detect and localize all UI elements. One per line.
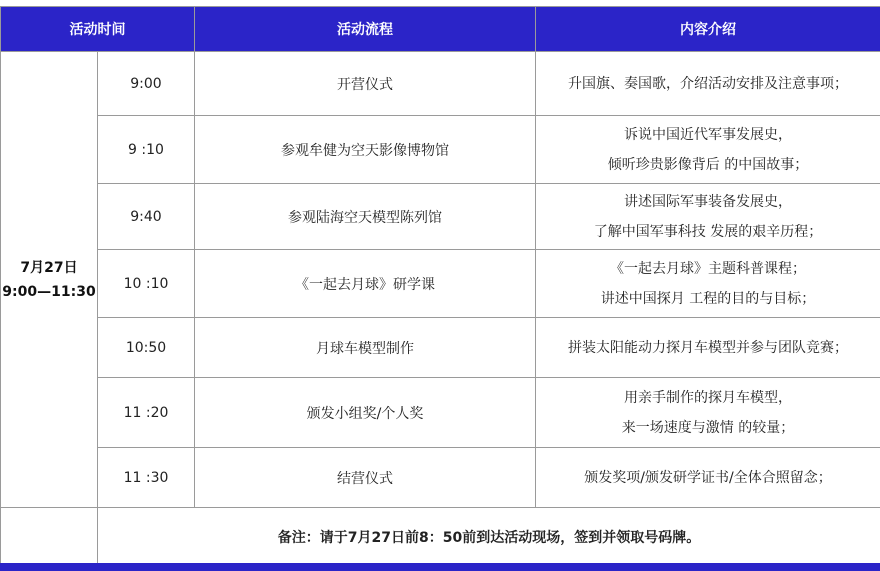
table-row bbox=[1, 184, 880, 250]
desc-line: 了解中国军事科技 发展的艰辛历程； bbox=[593, 223, 823, 240]
desc-line: 用亲手制作的探月车模型， bbox=[624, 389, 792, 406]
desc-line: 讲述中国探月 工程的目的与目标； bbox=[600, 290, 816, 307]
time-cell: 9 :10 bbox=[98, 116, 195, 184]
desc-line: 升国旗、奏国歌，介绍活动安排及注意事项； bbox=[568, 75, 848, 92]
desc-line: 讲述国际军事装备发展史， bbox=[624, 193, 792, 210]
date-range: 9:00—11:30 bbox=[2, 283, 96, 300]
flow-cell: 《一起去月球》研学课 bbox=[195, 250, 536, 318]
table-row bbox=[1, 318, 880, 378]
time-cell: 11 :30 bbox=[98, 448, 195, 508]
date-day: 7月27日 bbox=[20, 259, 78, 276]
desc-cell bbox=[536, 448, 880, 508]
flow-cell: 开营仪式 bbox=[195, 52, 536, 116]
flow-cell: 颁发小组奖/个人奖 bbox=[195, 378, 536, 448]
table-row bbox=[1, 378, 880, 448]
desc-cell bbox=[536, 116, 880, 184]
header-flow: 活动流程 bbox=[195, 7, 536, 52]
flow-cell: 月球车模型制作 bbox=[195, 318, 536, 378]
note-row bbox=[1, 508, 880, 567]
desc-line: 《一起去月球》主题科普课程； bbox=[610, 260, 806, 277]
desc-line: 诉说中国近代军事发展史， bbox=[624, 126, 792, 143]
desc-cell bbox=[536, 184, 880, 250]
table-row bbox=[1, 250, 880, 318]
flow-cell: 参观陆海空天模型陈列馆 bbox=[195, 184, 536, 250]
desc-line: 倾听珍贵影像背后 的中国故事； bbox=[607, 156, 809, 173]
flow-cell: 参观牟健为空天影像博物馆 bbox=[195, 116, 536, 184]
schedule-table bbox=[0, 6, 880, 567]
header-row bbox=[1, 7, 880, 52]
header-desc: 内容介绍 bbox=[536, 7, 880, 52]
time-cell: 9:00 bbox=[98, 52, 195, 116]
desc-line: 颁发奖项/颁发研学证书/全体合照留念； bbox=[584, 469, 832, 486]
time-cell: 11 :20 bbox=[98, 378, 195, 448]
desc-cell bbox=[536, 378, 880, 448]
header-time: 活动时间 bbox=[1, 7, 195, 52]
time-cell: 9:40 bbox=[98, 184, 195, 250]
desc-line: 来一场速度与激情 的较量； bbox=[621, 419, 795, 436]
desc-cell bbox=[536, 52, 880, 116]
table-row bbox=[1, 448, 880, 508]
note-cell: 备注：请于7月27日前8：50前到达活动现场，签到并领取号码牌。 bbox=[98, 508, 880, 567]
time-cell: 10 :10 bbox=[98, 250, 195, 318]
note-spacer bbox=[1, 508, 98, 567]
desc-cell bbox=[536, 250, 880, 318]
table-row bbox=[1, 52, 880, 116]
flow-cell: 结营仪式 bbox=[195, 448, 536, 508]
desc-cell bbox=[536, 318, 880, 378]
bottom-bar bbox=[0, 563, 880, 571]
time-cell: 10:50 bbox=[98, 318, 195, 378]
date-cell bbox=[1, 52, 98, 508]
table-row bbox=[1, 116, 880, 184]
desc-line: 拼装太阳能动力探月车模型并参与团队竞赛； bbox=[568, 339, 848, 356]
